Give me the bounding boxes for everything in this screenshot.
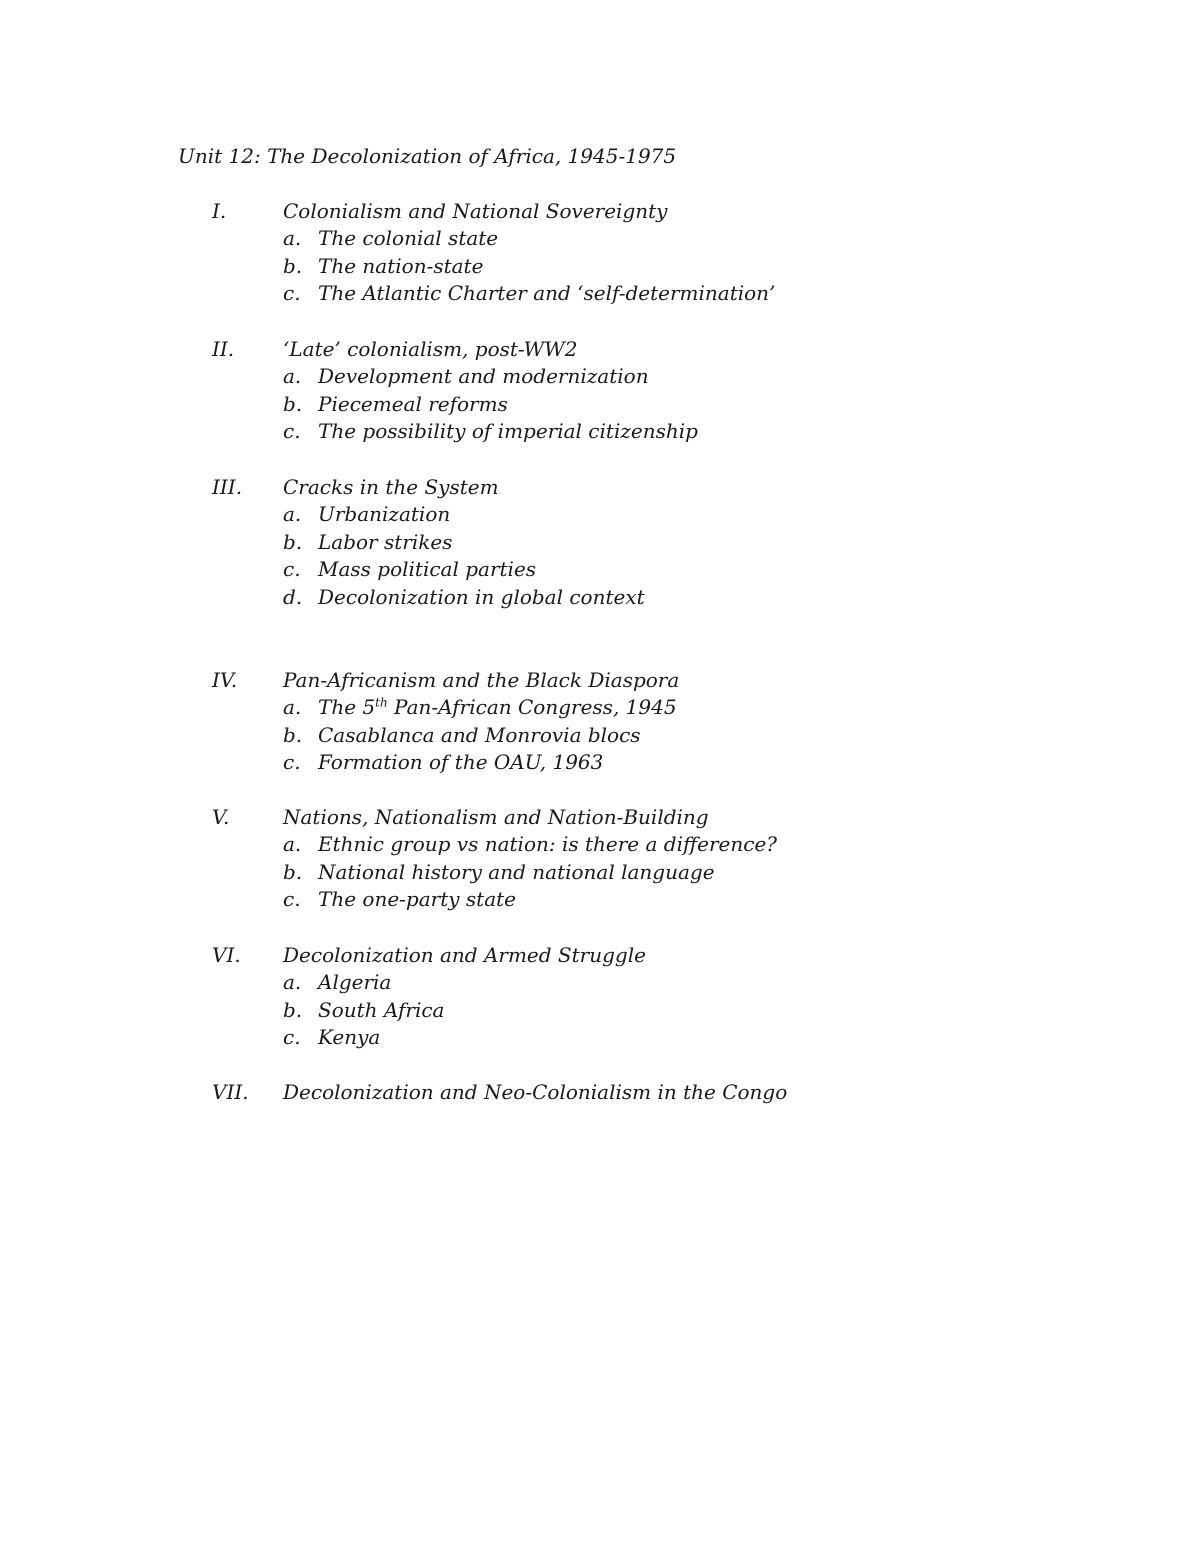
item-letter: b. — [283, 997, 303, 1022]
section-heading-row — [0, 1078, 1200, 1106]
section-heading: Decolonization and Armed Struggle — [283, 943, 646, 967]
outline-item — [0, 253, 1200, 281]
item-text: Decolonization in global context — [318, 584, 645, 609]
item-letter: b. — [283, 391, 303, 416]
item-text: Formation of the OAU, 1963 — [318, 750, 604, 774]
section-numeral: IV. — [212, 668, 238, 692]
item-letter: c. — [283, 557, 301, 581]
item-text: The colonial state — [318, 226, 499, 250]
outline-item — [0, 556, 1200, 584]
item-letter: c. — [283, 281, 301, 305]
item-letter: b. — [283, 529, 303, 554]
item-text: Urbanization — [318, 502, 451, 526]
section-heading: ‘Late’ colonialism, post-WW2 — [283, 337, 578, 361]
outline-section-6 — [0, 941, 1200, 1052]
section-numeral: VII. — [212, 1080, 249, 1104]
section-heading-row — [0, 666, 1200, 694]
item-text: Algeria — [318, 970, 392, 994]
ordinal-superscript: th — [375, 695, 388, 710]
section-heading: Nations, Nationalism and Nation-Building — [283, 805, 709, 829]
item-text: South Africa — [318, 997, 445, 1022]
item-letter: b. — [283, 253, 303, 278]
outline-item — [0, 391, 1200, 419]
section-heading-row — [0, 335, 1200, 363]
outline-item — [0, 722, 1200, 750]
section-numeral: V. — [212, 805, 230, 829]
item-letter: a. — [283, 832, 302, 856]
outline-item — [0, 418, 1200, 446]
outline-item — [0, 997, 1200, 1025]
outline-item — [0, 694, 1200, 722]
outline-item — [0, 969, 1200, 997]
outline-section-1 — [0, 197, 1200, 308]
outline-section-4 — [0, 666, 1200, 777]
item-text: The nation-state — [318, 253, 484, 278]
item-letter: a. — [283, 970, 302, 994]
item-text: National history and national language — [318, 859, 715, 884]
outline-item — [0, 886, 1200, 914]
item-text: Development and modernization — [318, 364, 649, 388]
item-text-after: Pan-African Congress, 1945 — [387, 695, 677, 719]
item-text: Mass political parties — [318, 557, 537, 581]
section-numeral: I. — [212, 199, 227, 223]
item-letter: c. — [283, 419, 301, 443]
item-letter: b. — [283, 722, 303, 747]
outline-section-7 — [0, 1078, 1200, 1106]
item-text: Labor strikes — [318, 529, 453, 554]
section-heading: Colonialism and National Sovereignty — [283, 199, 668, 223]
section-heading: Pan-Africanism and the Black Diaspora — [283, 668, 680, 692]
item-text: Kenya — [318, 1025, 381, 1049]
item-letter: a. — [283, 695, 302, 719]
item-text: The Atlantic Charter and ‘self-determination’ — [318, 281, 776, 305]
section-heading-row — [0, 473, 1200, 501]
outline-item — [0, 831, 1200, 859]
item-letter: a. — [283, 226, 302, 250]
section-heading-row — [0, 803, 1200, 831]
section-numeral: VI. — [212, 943, 241, 967]
outline-section-5 — [0, 803, 1200, 914]
item-text-before: The 5 — [318, 695, 376, 719]
section-numeral: III. — [212, 475, 243, 499]
section-numeral: II. — [212, 337, 235, 361]
section-heading: Decolonization and Neo-Colonialism in the Congo — [283, 1080, 788, 1104]
outline-section-2 — [0, 335, 1200, 446]
section-heading: Cracks in the System — [283, 475, 499, 499]
outline-item — [0, 280, 1200, 308]
outline-item — [0, 501, 1200, 529]
outline-item — [0, 1024, 1200, 1052]
item-letter: b. — [283, 859, 303, 884]
item-text: The one-party state — [318, 887, 517, 911]
item-text — [318, 694, 677, 722]
item-letter: c. — [283, 1025, 301, 1049]
outline-section-3 — [0, 473, 1200, 611]
item-text: Casablanca and Monrovia blocs — [318, 722, 641, 747]
section-heading-row — [0, 941, 1200, 969]
item-text: Piecemeal reforms — [318, 391, 508, 416]
item-letter: c. — [283, 750, 301, 774]
item-letter: a. — [283, 364, 302, 388]
outline-item — [0, 225, 1200, 253]
outline-item — [0, 584, 1200, 612]
outline-item — [0, 749, 1200, 777]
outline-item — [0, 363, 1200, 391]
item-text: The possibility of imperial citizenship — [318, 419, 698, 443]
item-text: Ethnic group vs nation: is there a difference? — [318, 832, 778, 856]
document-title: Unit 12: The Decolonization of Africa, 1945-1975 — [178, 144, 677, 168]
section-heading-row — [0, 197, 1200, 225]
outline-item — [0, 529, 1200, 557]
item-letter: d. — [283, 584, 303, 609]
outline-item — [0, 859, 1200, 887]
item-letter: c. — [283, 887, 301, 911]
item-letter: a. — [283, 502, 302, 526]
